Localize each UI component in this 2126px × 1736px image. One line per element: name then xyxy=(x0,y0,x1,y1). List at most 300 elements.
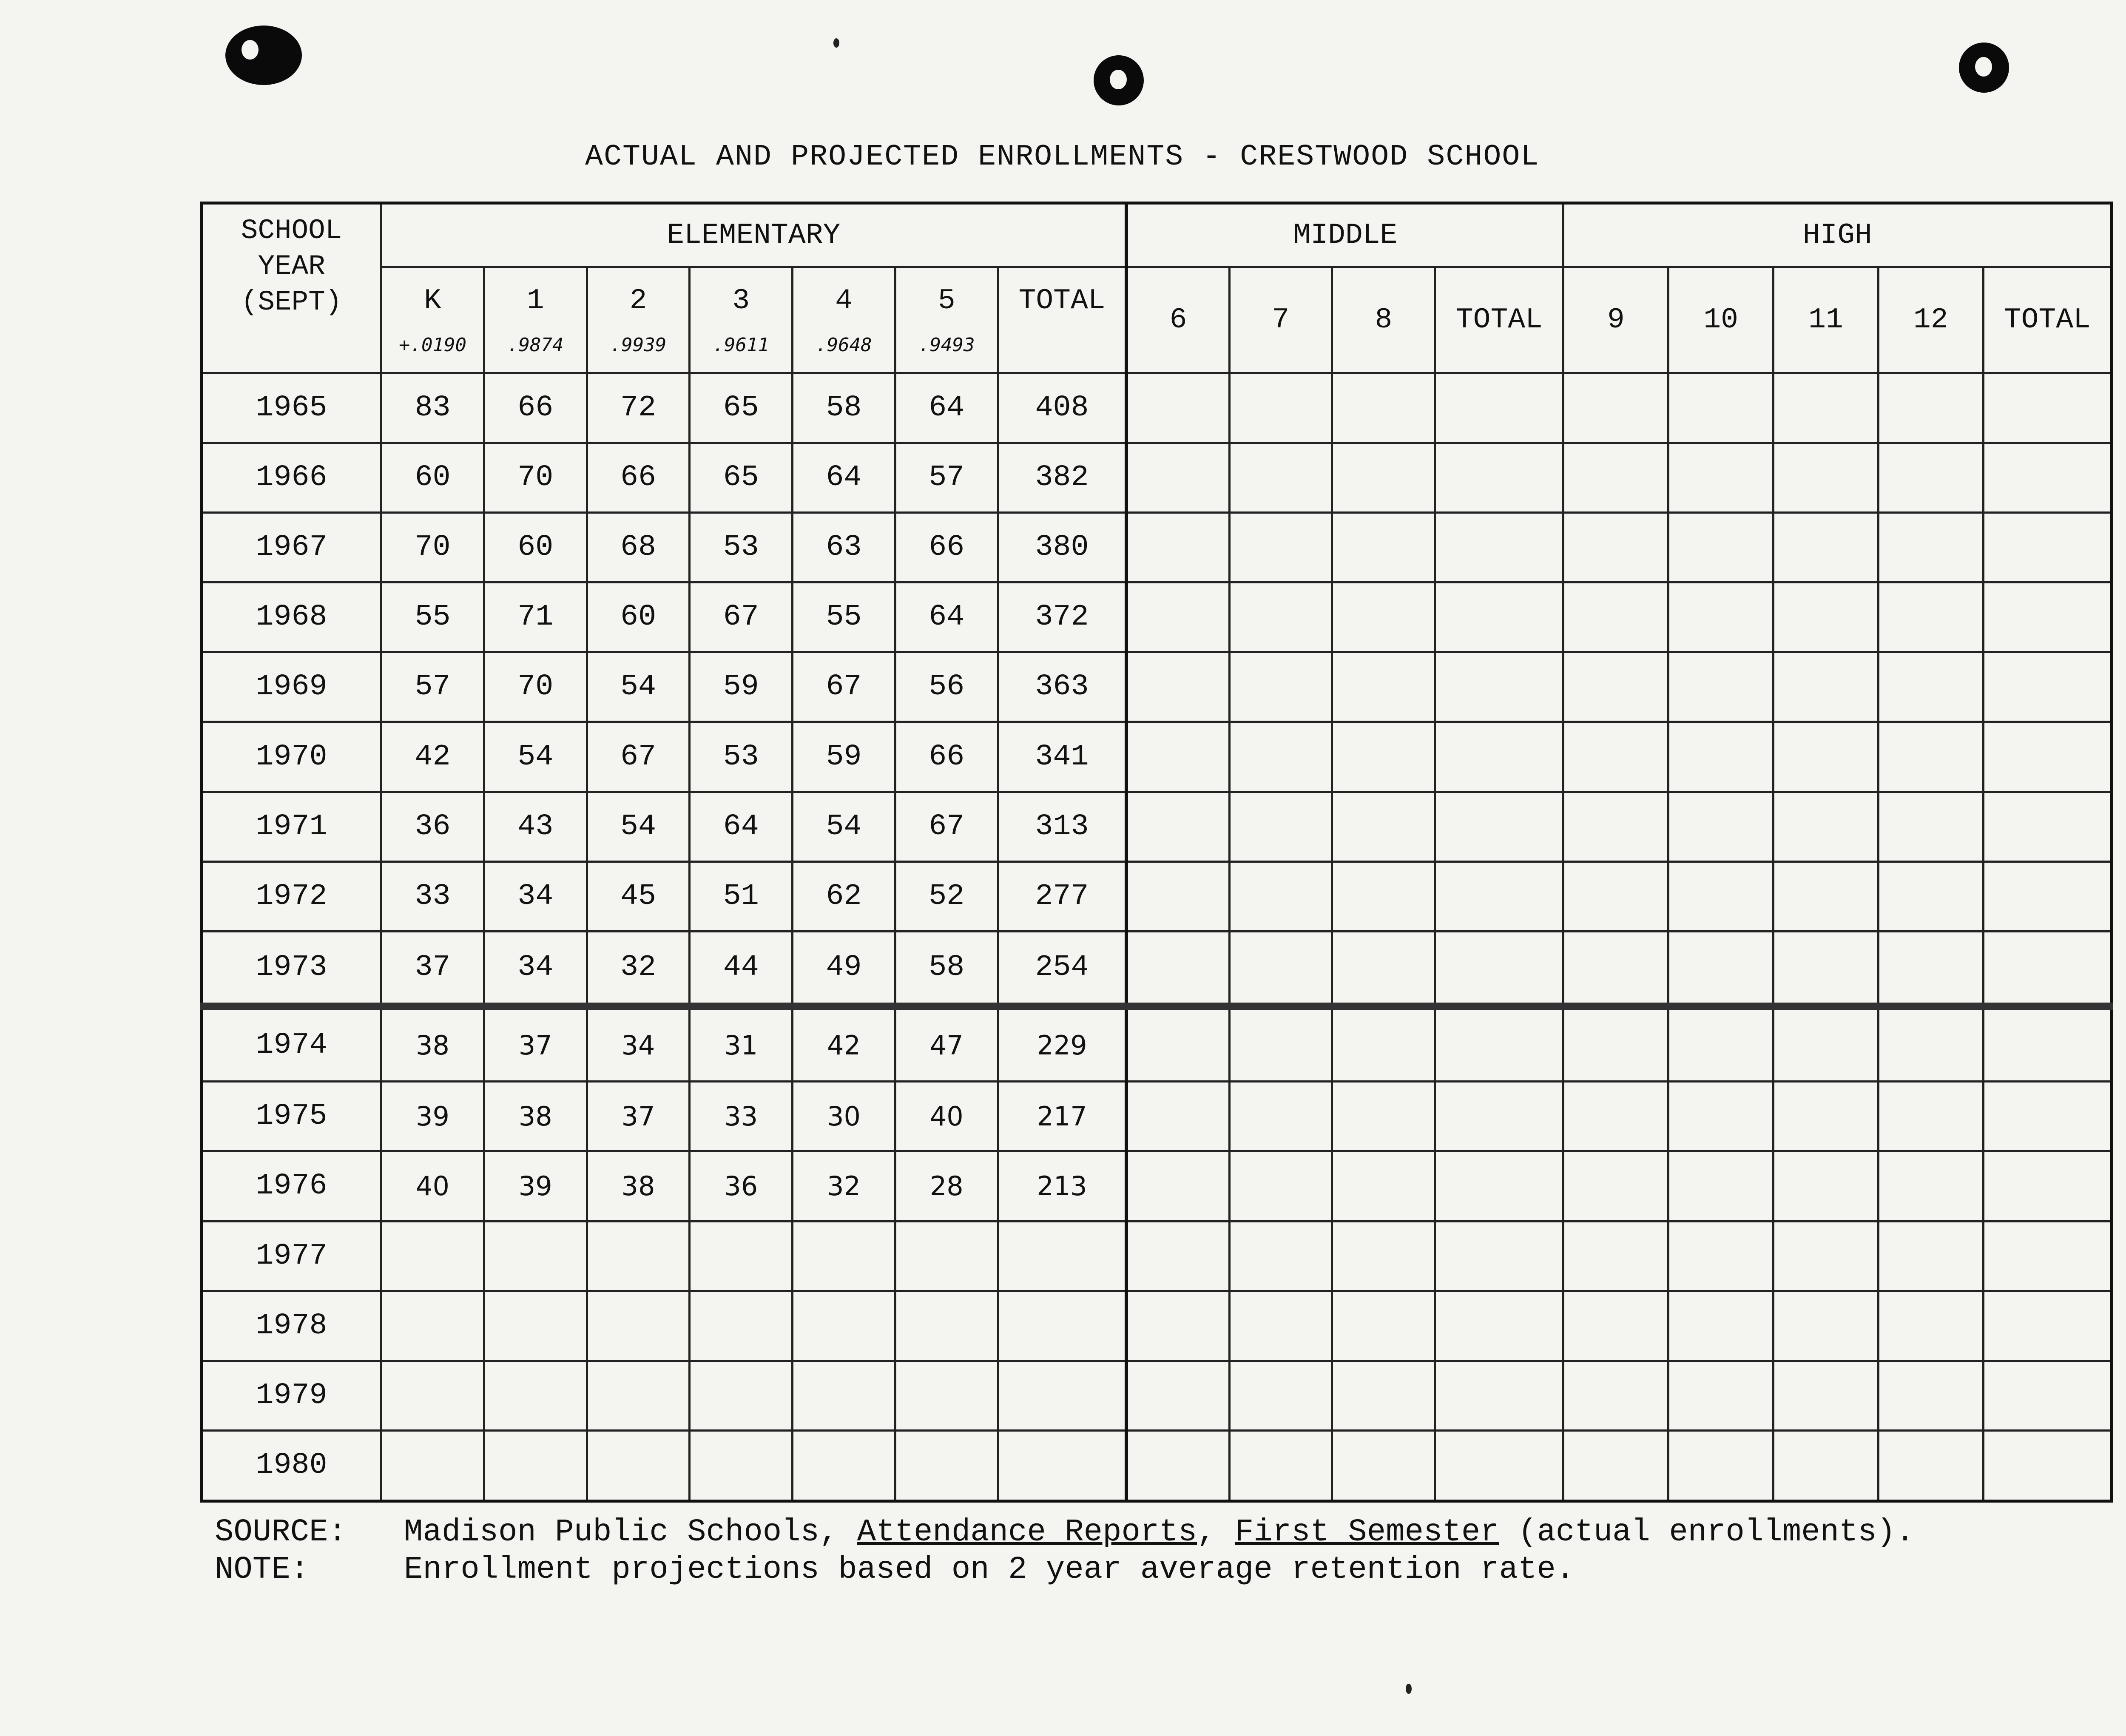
elementary-grade-cell: 36 xyxy=(690,1151,793,1221)
elementary-grade-cell xyxy=(381,1361,484,1430)
high-empty-cell xyxy=(1774,1291,1879,1361)
middle-empty-cell xyxy=(1126,1151,1229,1221)
elementary-grade-cell: 53 xyxy=(690,513,793,582)
elementary-grade-cell: 54 xyxy=(484,722,587,792)
elementary-total-cell: 408 xyxy=(998,373,1126,443)
high-col-header: TOTAL xyxy=(1983,267,2112,373)
retention-rate: .9493 xyxy=(918,334,975,356)
elementary-total-cell xyxy=(998,1291,1126,1361)
middle-empty-cell xyxy=(1229,1082,1332,1151)
elementary-grade-cell xyxy=(895,1430,998,1501)
elementary-grade-cell: 54 xyxy=(587,652,690,722)
elementary-grade-cell: 38 xyxy=(587,1151,690,1221)
middle-empty-cell xyxy=(1435,373,1563,443)
table-row xyxy=(202,861,2112,931)
elementary-grade-cell: 67 xyxy=(587,722,690,792)
elementary-total-cell xyxy=(998,1221,1126,1291)
middle-empty-cell xyxy=(1435,513,1563,582)
middle-empty-cell xyxy=(1126,652,1229,722)
elementary-grade-cell: 34 xyxy=(587,1006,690,1082)
middle-empty-cell xyxy=(1332,722,1435,792)
elementary-total-cell: 341 xyxy=(998,722,1126,792)
high-empty-cell xyxy=(1878,792,1983,861)
elementary-grade-cell xyxy=(793,1361,895,1430)
middle-empty-cell xyxy=(1126,582,1229,652)
elementary-col-header xyxy=(587,267,690,373)
elementary-grade-cell: 45 xyxy=(587,861,690,931)
elementary-col-header xyxy=(793,267,895,373)
middle-empty-cell xyxy=(1435,722,1563,792)
high-empty-cell xyxy=(1983,1006,2112,1082)
middle-empty-cell xyxy=(1435,861,1563,931)
source-label: SOURCE: xyxy=(215,1514,347,1550)
elementary-grade-cell: 51 xyxy=(690,861,793,931)
retention-rate: .9874 xyxy=(507,334,564,356)
high-empty-cell xyxy=(1774,861,1879,931)
elementary-grade-cell: 58 xyxy=(895,931,998,1006)
elementary-grade-cell: 42 xyxy=(793,1006,895,1082)
elementary-grade-cell xyxy=(484,1430,587,1501)
middle-empty-cell xyxy=(1126,1430,1229,1501)
elementary-grade-cell: 64 xyxy=(793,443,895,513)
elementary-grade-cell: 34 xyxy=(484,861,587,931)
middle-empty-cell xyxy=(1229,1221,1332,1291)
high-empty-cell xyxy=(1774,1361,1879,1430)
elementary-grade-cell: 36 xyxy=(381,792,484,861)
high-empty-cell xyxy=(1668,582,1774,652)
middle-empty-cell xyxy=(1229,792,1332,861)
middle-empty-cell xyxy=(1435,1221,1563,1291)
grade-label: 4 xyxy=(835,284,853,317)
note-label: NOTE: xyxy=(215,1552,310,1588)
elementary-grade-cell: 67 xyxy=(793,652,895,722)
high-empty-cell xyxy=(1878,582,1983,652)
elementary-grade-cell: 60 xyxy=(587,582,690,652)
elementary-grade-cell xyxy=(587,1221,690,1291)
elementary-grade-cell: 66 xyxy=(587,443,690,513)
elementary-grade-cell: 71 xyxy=(484,582,587,652)
elementary-grade-cell: 33 xyxy=(381,861,484,931)
middle-empty-cell xyxy=(1332,1151,1435,1221)
high-empty-cell xyxy=(1668,513,1774,582)
elementary-grade-cell xyxy=(484,1221,587,1291)
table-row xyxy=(202,443,2112,513)
school-year-cell: 1977 xyxy=(202,1221,381,1291)
punch-hole-right xyxy=(1959,43,2009,93)
middle-empty-cell xyxy=(1435,652,1563,722)
high-empty-cell xyxy=(1774,443,1879,513)
middle-empty-cell xyxy=(1435,792,1563,861)
grade-label: 1 xyxy=(526,284,544,317)
high-empty-cell xyxy=(1668,1430,1774,1501)
elementary-grade-cell: 64 xyxy=(690,792,793,861)
school-year-cell: 1974 xyxy=(202,1006,381,1082)
source-suffix: (actual enrollments). xyxy=(1499,1514,1915,1550)
table-row xyxy=(202,1291,2112,1361)
retention-rate: +.0190 xyxy=(399,334,466,356)
high-empty-cell xyxy=(1668,443,1774,513)
elementary-grade-cell: 55 xyxy=(793,582,895,652)
elementary-col-header xyxy=(690,267,793,373)
high-empty-cell xyxy=(1774,1082,1879,1151)
elementary-grade-cell: 64 xyxy=(895,582,998,652)
middle-empty-cell xyxy=(1332,861,1435,931)
note-text: Enrollment projections based on 2 year average retention rate. xyxy=(404,1552,1575,1588)
high-empty-cell xyxy=(1983,792,2112,861)
high-empty-cell xyxy=(1983,1361,2112,1430)
middle-empty-cell xyxy=(1332,1430,1435,1501)
middle-empty-cell xyxy=(1332,373,1435,443)
high-empty-cell xyxy=(1983,513,2112,582)
elementary-grade-cell: 63 xyxy=(793,513,895,582)
high-empty-cell xyxy=(1774,513,1879,582)
high-empty-cell xyxy=(1878,861,1983,931)
high-col-header: 12 xyxy=(1878,267,1983,373)
high-empty-cell xyxy=(1983,1221,2112,1291)
high-empty-cell xyxy=(1563,1291,1668,1361)
table-row xyxy=(202,1151,2112,1221)
middle-empty-cell xyxy=(1435,1361,1563,1430)
high-empty-cell xyxy=(1878,513,1983,582)
middle-empty-cell xyxy=(1126,861,1229,931)
elementary-grade-cell: 31 xyxy=(690,1006,793,1082)
elementary-grade-cell: 70 xyxy=(381,513,484,582)
middle-empty-cell xyxy=(1332,792,1435,861)
elementary-grade-cell xyxy=(484,1291,587,1361)
table-row xyxy=(202,1430,2112,1501)
table-row xyxy=(202,792,2112,861)
ink-speck xyxy=(833,38,839,48)
school-year-cell: 1965 xyxy=(202,373,381,443)
high-empty-cell xyxy=(1668,1006,1774,1082)
elementary-grade-cell: 54 xyxy=(793,792,895,861)
elementary-grade-cell: 60 xyxy=(381,443,484,513)
elementary-grade-cell: 43 xyxy=(484,792,587,861)
middle-empty-cell xyxy=(1229,1291,1332,1361)
footer xyxy=(215,1514,2086,1588)
middle-empty-cell xyxy=(1332,931,1435,1006)
page-title: ACTUAL AND PROJECTED ENROLLMENTS - CRESTWOOD SCHOOL xyxy=(585,140,1540,174)
elementary-grade-cell: 34 xyxy=(484,931,587,1006)
high-empty-cell xyxy=(1983,722,2112,792)
middle-empty-cell xyxy=(1435,443,1563,513)
elementary-grade-cell xyxy=(793,1291,895,1361)
high-col-header: 11 xyxy=(1774,267,1879,373)
high-empty-cell xyxy=(1878,1221,1983,1291)
high-empty-cell xyxy=(1563,931,1668,1006)
table-row xyxy=(202,582,2112,652)
high-empty-cell xyxy=(1983,582,2112,652)
elementary-grade-cell: 59 xyxy=(793,722,895,792)
high-empty-cell xyxy=(1983,861,2112,931)
high-empty-cell xyxy=(1774,792,1879,861)
middle-empty-cell xyxy=(1126,1006,1229,1082)
middle-empty-cell xyxy=(1126,722,1229,792)
table-row xyxy=(202,373,2112,443)
elementary-grade-cell: 47 xyxy=(895,1006,998,1082)
middle-empty-cell xyxy=(1332,443,1435,513)
high-empty-cell xyxy=(1878,652,1983,722)
elementary-grade-cell: 40 xyxy=(381,1151,484,1221)
high-empty-cell xyxy=(1563,1361,1668,1430)
middle-empty-cell xyxy=(1229,1151,1332,1221)
high-empty-cell xyxy=(1668,373,1774,443)
high-empty-cell xyxy=(1563,373,1668,443)
table-row xyxy=(202,1006,2112,1082)
source-title-semester: First Semester xyxy=(1234,1514,1499,1550)
elementary-grade-cell: 32 xyxy=(793,1151,895,1221)
middle-empty-cell xyxy=(1229,582,1332,652)
elementary-grade-cell: 38 xyxy=(381,1006,484,1082)
high-empty-cell xyxy=(1563,652,1668,722)
school-year-cell: 1972 xyxy=(202,861,381,931)
elementary-grade-cell: 44 xyxy=(690,931,793,1006)
school-year-cell: 1969 xyxy=(202,652,381,722)
elementary-grade-cell: 64 xyxy=(895,373,998,443)
high-empty-cell xyxy=(1668,1221,1774,1291)
middle-header: MIDDLE xyxy=(1126,203,1563,267)
high-empty-cell xyxy=(1878,1151,1983,1221)
table-row xyxy=(202,1361,2112,1430)
elementary-grade-cell: 37 xyxy=(587,1082,690,1151)
high-empty-cell xyxy=(1774,1006,1879,1082)
school-year-cell: 1970 xyxy=(202,722,381,792)
grade-label: TOTAL xyxy=(1018,284,1106,317)
middle-empty-cell xyxy=(1332,1291,1435,1361)
high-col-header: 9 xyxy=(1563,267,1668,373)
elementary-col-header xyxy=(484,267,587,373)
elementary-grade-cell: 66 xyxy=(895,722,998,792)
school-year-cell: 1967 xyxy=(202,513,381,582)
punch-hole-center xyxy=(1094,55,1144,105)
elementary-total-cell xyxy=(998,1361,1126,1430)
high-empty-cell xyxy=(1563,792,1668,861)
elementary-grade-cell: 37 xyxy=(484,1006,587,1082)
elementary-grade-cell: 58 xyxy=(793,373,895,443)
high-empty-cell xyxy=(1668,931,1774,1006)
middle-empty-cell xyxy=(1435,1006,1563,1082)
high-empty-cell xyxy=(1668,1151,1774,1221)
high-empty-cell xyxy=(1983,931,2112,1006)
table-row xyxy=(202,931,2112,1006)
elementary-header: ELEMENTARY xyxy=(381,203,1127,267)
elementary-grade-cell: 56 xyxy=(895,652,998,722)
middle-col-header: 6 xyxy=(1126,267,1229,373)
school-year-cell: 1971 xyxy=(202,792,381,861)
source-separator: , xyxy=(1197,1514,1235,1550)
elementary-grade-cell: 40 xyxy=(895,1082,998,1151)
elementary-total-cell xyxy=(998,1430,1126,1501)
elementary-grade-cell: 37 xyxy=(381,931,484,1006)
school-year-cell: 1973 xyxy=(202,931,381,1006)
elementary-grade-cell: 62 xyxy=(793,861,895,931)
middle-empty-cell xyxy=(1229,722,1332,792)
middle-empty-cell xyxy=(1126,373,1229,443)
middle-empty-cell xyxy=(1229,861,1332,931)
high-empty-cell xyxy=(1668,652,1774,722)
elementary-grade-cell: 33 xyxy=(690,1082,793,1151)
elementary-grade-cell xyxy=(690,1291,793,1361)
elementary-total-cell: 254 xyxy=(998,931,1126,1006)
elementary-grade-cell xyxy=(895,1221,998,1291)
high-empty-cell xyxy=(1668,861,1774,931)
grade-label: 3 xyxy=(732,284,750,317)
high-empty-cell xyxy=(1774,722,1879,792)
high-empty-cell xyxy=(1878,931,1983,1006)
elementary-grade-cell: 65 xyxy=(690,443,793,513)
high-empty-cell xyxy=(1563,513,1668,582)
middle-empty-cell xyxy=(1332,513,1435,582)
elementary-grade-cell: 70 xyxy=(484,652,587,722)
elementary-grade-cell xyxy=(793,1430,895,1501)
elementary-grade-cell: 59 xyxy=(690,652,793,722)
middle-empty-cell xyxy=(1435,1430,1563,1501)
elementary-col-header xyxy=(998,267,1126,373)
elementary-grade-cell: 52 xyxy=(895,861,998,931)
table-row xyxy=(202,652,2112,722)
source-text xyxy=(404,1514,1915,1551)
table-row xyxy=(202,1082,2112,1151)
middle-empty-cell xyxy=(1126,792,1229,861)
elementary-grade-cell: 65 xyxy=(690,373,793,443)
school-year-cell: 1979 xyxy=(202,1361,381,1430)
elementary-col-header xyxy=(895,267,998,373)
high-empty-cell xyxy=(1668,792,1774,861)
elementary-grade-cell: 53 xyxy=(690,722,793,792)
high-empty-cell xyxy=(1563,1221,1668,1291)
middle-empty-cell xyxy=(1126,443,1229,513)
high-empty-cell xyxy=(1983,373,2112,443)
middle-empty-cell xyxy=(1332,1006,1435,1082)
middle-empty-cell xyxy=(1435,582,1563,652)
high-empty-cell xyxy=(1878,1082,1983,1151)
high-empty-cell xyxy=(1563,1151,1668,1221)
school-year-cell: 1980 xyxy=(202,1430,381,1501)
middle-empty-cell xyxy=(1435,931,1563,1006)
elementary-col-header xyxy=(381,267,484,373)
elementary-grade-cell: 55 xyxy=(381,582,484,652)
elementary-grade-cell: 42 xyxy=(381,722,484,792)
school-year-cell: 1968 xyxy=(202,582,381,652)
high-empty-cell xyxy=(1983,1082,2112,1151)
middle-empty-cell xyxy=(1126,1082,1229,1151)
elementary-grade-cell: 66 xyxy=(484,373,587,443)
middle-empty-cell xyxy=(1229,1430,1332,1501)
middle-col-header: 7 xyxy=(1229,267,1332,373)
high-empty-cell xyxy=(1668,1361,1774,1430)
retention-rate: .9648 xyxy=(816,334,872,356)
elementary-total-cell: 217 xyxy=(998,1082,1126,1151)
elementary-grade-cell: 28 xyxy=(895,1151,998,1221)
high-empty-cell xyxy=(1563,443,1668,513)
middle-empty-cell xyxy=(1126,1291,1229,1361)
high-empty-cell xyxy=(1563,722,1668,792)
high-empty-cell xyxy=(1983,1151,2112,1221)
school-year-header-line2: YEAR xyxy=(258,250,325,282)
middle-empty-cell xyxy=(1229,443,1332,513)
elementary-grade-cell: 49 xyxy=(793,931,895,1006)
elementary-grade-cell xyxy=(587,1361,690,1430)
high-empty-cell xyxy=(1983,652,2112,722)
high-empty-cell xyxy=(1774,1430,1879,1501)
high-empty-cell xyxy=(1774,931,1879,1006)
enrollment-table xyxy=(200,202,2113,1503)
elementary-grade-cell: 54 xyxy=(587,792,690,861)
middle-empty-cell xyxy=(1126,513,1229,582)
elementary-grade-cell xyxy=(587,1291,690,1361)
school-year-header xyxy=(202,203,381,373)
high-header: HIGH xyxy=(1563,203,2112,267)
middle-empty-cell xyxy=(1229,1361,1332,1430)
school-year-header-line3: (SEPT) xyxy=(241,286,342,318)
school-year-cell: 1978 xyxy=(202,1291,381,1361)
high-empty-cell xyxy=(1878,443,1983,513)
elementary-grade-cell xyxy=(587,1430,690,1501)
elementary-grade-cell xyxy=(690,1361,793,1430)
elementary-total-cell: 277 xyxy=(998,861,1126,931)
high-empty-cell xyxy=(1983,1430,2112,1501)
middle-empty-cell xyxy=(1229,373,1332,443)
high-empty-cell xyxy=(1774,652,1879,722)
middle-empty-cell xyxy=(1435,1082,1563,1151)
high-empty-cell xyxy=(1668,1082,1774,1151)
elementary-grade-cell: 83 xyxy=(381,373,484,443)
high-empty-cell xyxy=(1878,722,1983,792)
table-row xyxy=(202,1221,2112,1291)
elementary-grade-cell xyxy=(381,1221,484,1291)
retention-rate: .9611 xyxy=(713,334,769,356)
elementary-total-cell: 213 xyxy=(998,1151,1126,1221)
elementary-grade-cell xyxy=(690,1430,793,1501)
elementary-grade-cell xyxy=(793,1221,895,1291)
elementary-grade-cell: 70 xyxy=(484,443,587,513)
elementary-grade-cell: 68 xyxy=(587,513,690,582)
elementary-grade-cell xyxy=(381,1291,484,1361)
high-col-header: 10 xyxy=(1668,267,1774,373)
middle-col-header: TOTAL xyxy=(1435,267,1563,373)
school-year-cell: 1966 xyxy=(202,443,381,513)
source-title-attendance: Attendance Reports xyxy=(857,1514,1197,1550)
elementary-grade-cell xyxy=(690,1221,793,1291)
high-empty-cell xyxy=(1983,443,2112,513)
elementary-grade-cell: 39 xyxy=(381,1082,484,1151)
elementary-grade-cell xyxy=(895,1291,998,1361)
high-empty-cell xyxy=(1563,1430,1668,1501)
middle-empty-cell xyxy=(1332,1361,1435,1430)
middle-empty-cell xyxy=(1332,582,1435,652)
middle-empty-cell xyxy=(1229,1006,1332,1082)
school-year-cell: 1975 xyxy=(202,1082,381,1151)
elementary-grade-cell: 57 xyxy=(381,652,484,722)
middle-empty-cell xyxy=(1126,1361,1229,1430)
elementary-grade-cell: 32 xyxy=(587,931,690,1006)
table-row xyxy=(202,513,2112,582)
elementary-grade-cell xyxy=(484,1361,587,1430)
high-empty-cell xyxy=(1668,722,1774,792)
middle-empty-cell xyxy=(1229,931,1332,1006)
middle-empty-cell xyxy=(1229,513,1332,582)
elementary-grade-cell: 38 xyxy=(484,1082,587,1151)
middle-empty-cell xyxy=(1435,1291,1563,1361)
elementary-grade-cell: 60 xyxy=(484,513,587,582)
punch-hole-left xyxy=(225,26,302,85)
school-year-cell: 1976 xyxy=(202,1151,381,1221)
high-empty-cell xyxy=(1563,1006,1668,1082)
middle-empty-cell xyxy=(1332,1082,1435,1151)
school-year-header-line1: SCHOOL xyxy=(241,215,342,247)
middle-empty-cell xyxy=(1126,931,1229,1006)
elementary-grade-cell: 67 xyxy=(690,582,793,652)
